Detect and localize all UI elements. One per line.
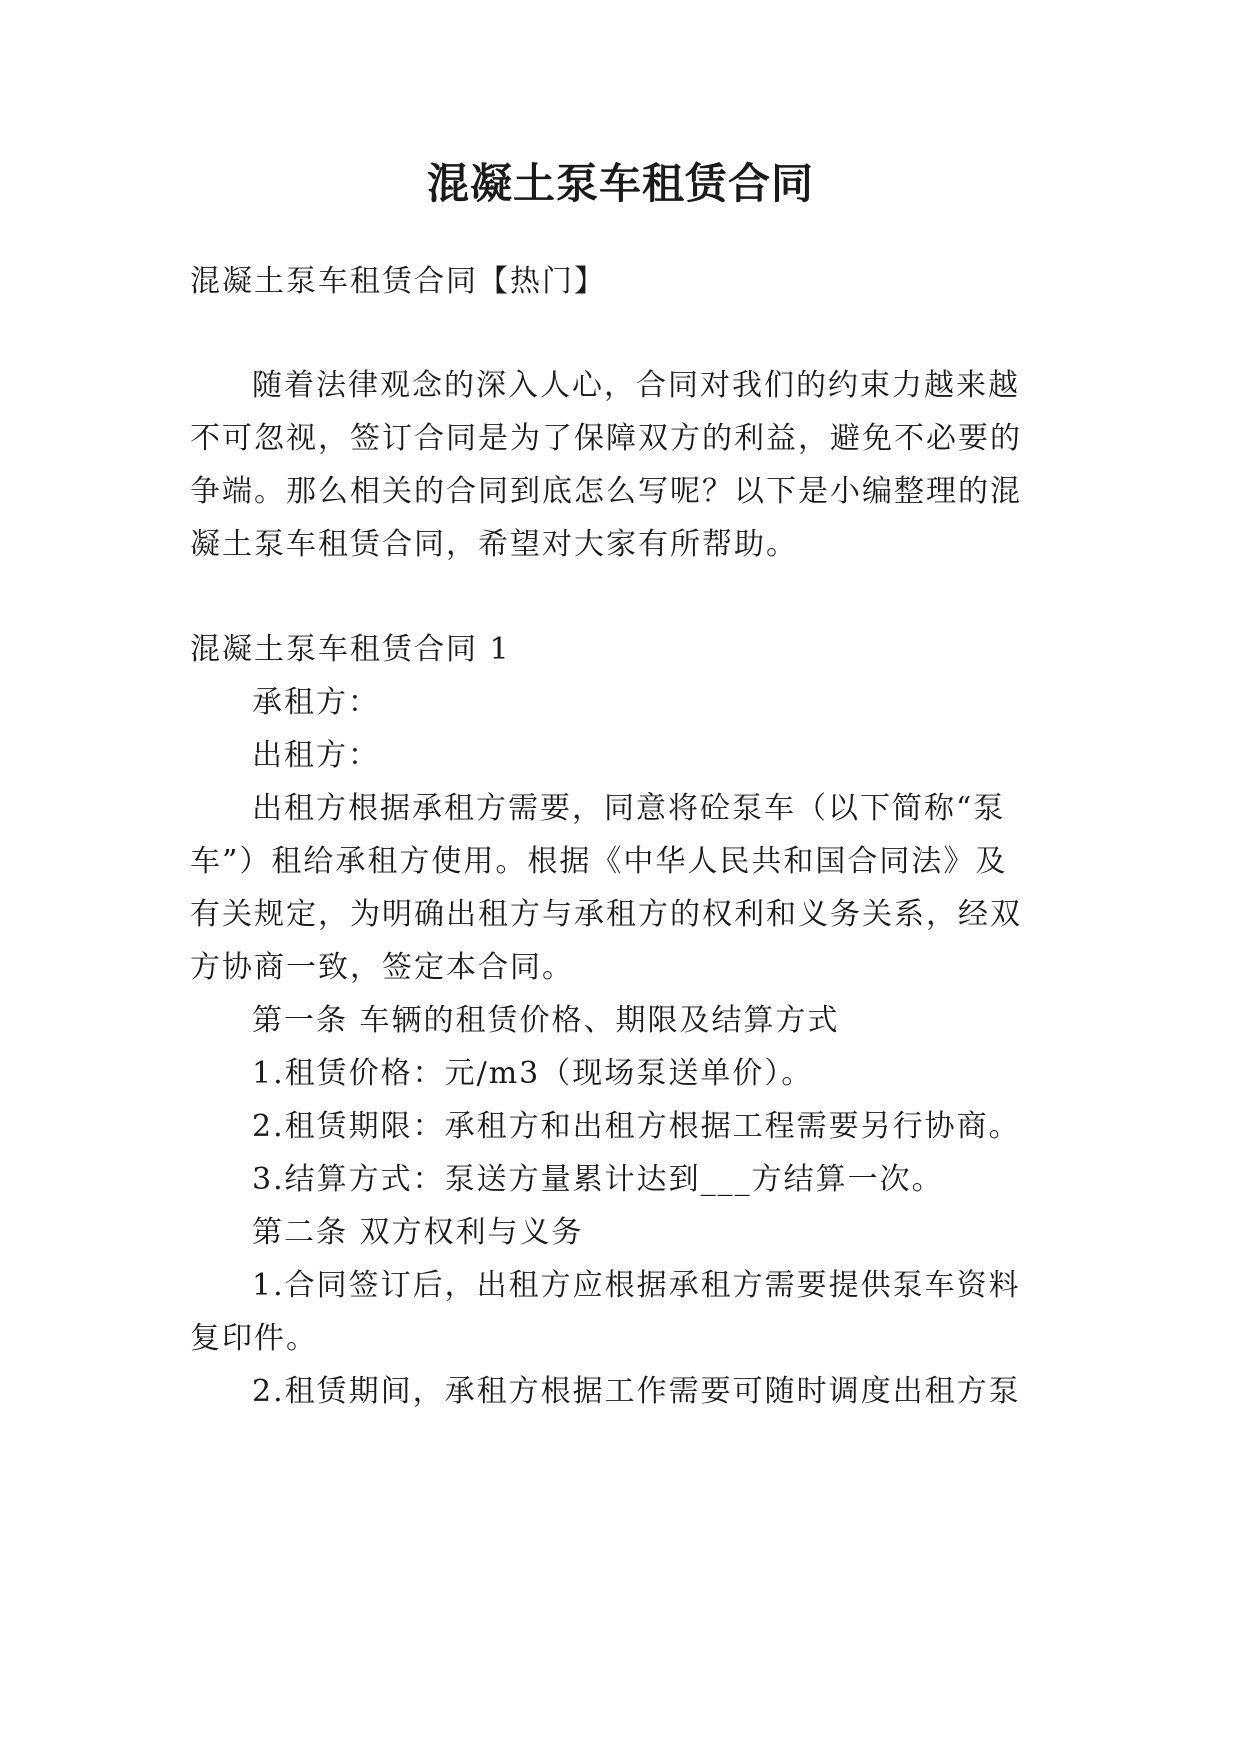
article2-item2-line-1: 2.租赁期间，承租方根据工作需要可随时调度出租方泵 [252, 1374, 1021, 1409]
article1-item-1: 1.租赁价格：元/m3（现场泵送单价）。 [252, 1056, 814, 1091]
article2-item1-line-2: 复印件。 [190, 1321, 318, 1356]
preamble-line-1: 出租方根据承租方需要，同意将砼泵车（以下简称“泵 [252, 791, 1006, 826]
article1-heading: 第一条 车辆的租赁价格、期限及结算方式 [252, 1003, 840, 1038]
article2-item1-line-1: 1.合同签订后，出租方应根据承租方需要提供泵车资料 [252, 1268, 1021, 1303]
preamble-line-2: 车”）租给承租方使用。根据《中华人民共和国合同法》及 [190, 844, 1008, 879]
intro-line-4: 凝土泵车租赁合同，希望对大家有所帮助。 [190, 527, 798, 562]
preamble-line-4: 方协商一致，签定本合同。 [190, 950, 574, 985]
document-subtitle: 混凝土泵车租赁合同【热门】 [190, 264, 606, 299]
document-title: 混凝土泵车租赁合同 [426, 159, 814, 208]
article1-item-2: 2.租赁期限：承租方和出租方根据工程需要另行协商。 [252, 1109, 1021, 1144]
lessee-label: 承租方： [252, 685, 380, 720]
intro-line-1: 随着法律观念的深入人心，合同对我们的约束力越来越 [252, 368, 1020, 403]
article2-heading: 第二条 双方权利与义务 [252, 1215, 584, 1250]
article1-item-3: 3.结算方式：泵送方量累计达到___方结算一次。 [252, 1162, 944, 1197]
intro-line-3: 争端。那么相关的合同到底怎么写呢？以下是小编整理的混 [190, 474, 1022, 509]
section-heading: 混凝土泵车租赁合同 1 [190, 632, 511, 667]
lessor-label: 出租方： [252, 738, 380, 773]
intro-line-2: 不可忽视，签订合同是为了保障双方的利益，避免不必要的 [190, 421, 1022, 456]
preamble-line-3: 有关规定，为明确出租方与承租方的权利和义务关系，经双 [190, 897, 1022, 932]
